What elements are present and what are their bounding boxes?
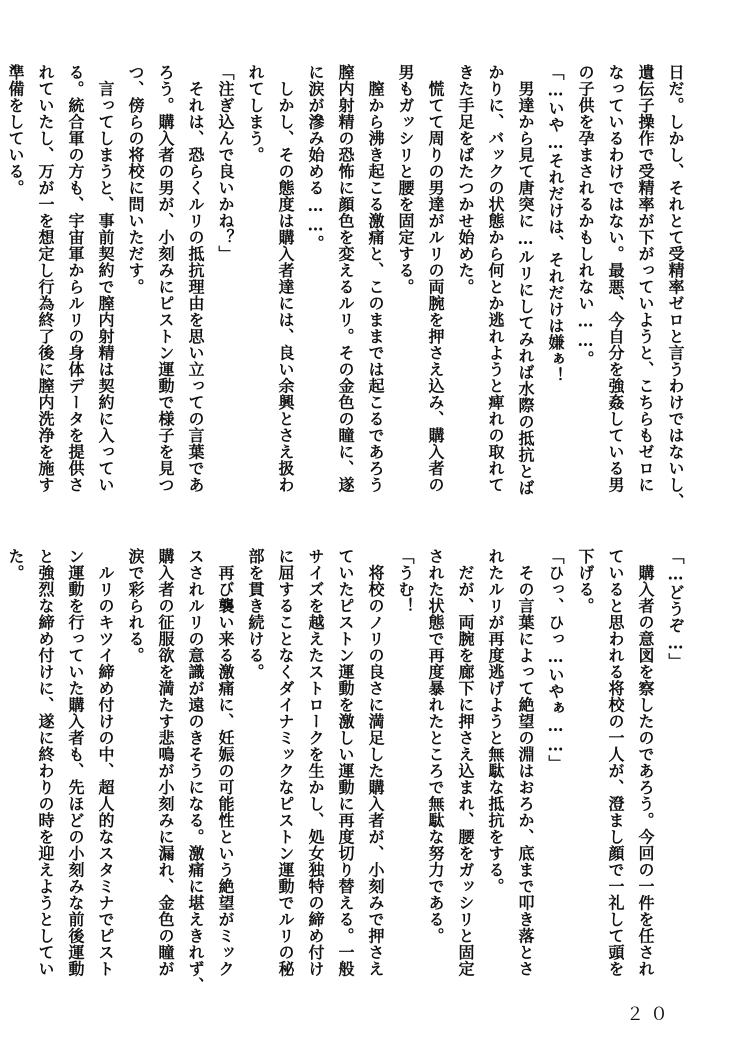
text-line: に涙が滲み始める……。 [306, 64, 325, 252]
text-line: の子供を孕まされるかもしれない……。 [576, 64, 595, 367]
text-line: る。統合軍の方も、宇宙軍からルリの身体データを提供さ [66, 64, 85, 493]
text-line: その言葉によって絶望の淵はおろか、底まで叩き落とさ [516, 548, 535, 977]
text-line: た。 [6, 548, 25, 581]
text-line: なっているわけではない。最悪、今自分を強姦している男 [606, 64, 625, 493]
text-line: だが、両腕を廊下に押さえ込まれ、腰をガッシリと固定 [456, 548, 475, 977]
text-line: 「…どうぞ…」 [666, 548, 685, 670]
text-line: 「…いや…それだけは、それだけは嫌ぁ！ [546, 64, 565, 384]
text-line: 涙で彩られる。 [126, 548, 145, 664]
text-line: 膣内射精の恐怖に顔色を変えるルリ。その金色の瞳に、遂 [336, 64, 355, 493]
page-number: ２０ [626, 1004, 674, 1025]
text-line: しかし、その態度は購入者達には、良い余興とさえ扱わ [276, 64, 295, 493]
text-line: ン運動を行っていた購入者も、先ほどの小刻みな前後運動 [66, 548, 85, 977]
text-line: 「注ぎ込んで良いかね？」 [216, 64, 235, 262]
text-line: と強烈な締め付けに、遂に終わりの時を迎えようとしてい [36, 548, 55, 977]
text-line: 男もガッシリと腰を固定する。 [396, 64, 415, 295]
text-line: 部を貫き続ける。 [246, 548, 265, 680]
text-line: ろう。購入者の男が、小刻みにピストン運動で様子を見つ [156, 64, 175, 493]
text-line: きた手足をばたつかせ始めた。 [456, 64, 475, 295]
text-line: 日だ。しかし、それとて受精率ゼロと言うわけではないし、 [666, 64, 685, 510]
text-line: 膣から沸き起こる激痛と、このままでは起こるであろう [366, 64, 385, 493]
text-line: 言ってしまうと、事前契約で膣内射精は契約に入ってい [96, 64, 115, 493]
text-line: された状態で再度暴れたところで無駄な努力である。 [426, 548, 445, 944]
top-text-block [6, 64, 690, 520]
text-line: ていると思われる将校の一人が、澄まし顔で一礼して頭を [606, 548, 625, 977]
text-line: 将校のノリの良さに満足した購入者が、小刻みで押さえ [366, 548, 385, 977]
text-line: 購入者の意図を察したのであろう。今回の一件を任され [636, 548, 655, 977]
text-line: かりに、バックの状態から何とか逃れようと痺れの取れて [486, 64, 505, 493]
text-line: 遺伝子操作で受精率が下がっていようと、こちらもゼロに [636, 64, 655, 493]
text-line: ルリのキツイ締め付けの中、超人的なスタミナでピスト [96, 548, 115, 977]
text-line: れていたし、万が一を想定し行為終了後に膣内洗浄を施す [36, 64, 55, 493]
text-line: れたルリが再度逃げようと無駄な抵抗をする。 [486, 548, 505, 895]
text-line: 「ひっ、ひっ…いやぁ……」 [546, 548, 565, 772]
text-line: サイズを越えたストロークを生かし、処女独特の締め付け [306, 548, 325, 977]
text-line: 「うむ！ [396, 548, 415, 614]
text-line: つ、傍らの将校に問いただす。 [126, 64, 145, 295]
text-line: それは、恐らくルリの抵抗理由を思い立っての言葉であ [186, 64, 205, 493]
text-line: 下げる。 [576, 548, 595, 614]
text-line: 慌てて周りの男達がルリの両腕を押さえ込み、購入者の [426, 64, 445, 493]
text-line: 再び襲い来る激痛に、妊娠の可能性という絶望がミック [216, 548, 235, 977]
bottom-text-block [6, 548, 690, 994]
text-line: 準備をしている。 [6, 64, 25, 196]
text-line: スされルリの意識が遠のきそうになる。激痛に堪えきれず、 [186, 548, 205, 994]
text-line: 男達から見て唐突に…ルリにしてみれば水際の抵抗とば [516, 64, 535, 496]
text-line: に屈することなくダイナミックなピストン運動でルリの秘 [276, 548, 295, 977]
text-line: ていたピストン運動を激しい運動に再度切り替える。一般 [336, 548, 355, 977]
text-line: 購入者の征服欲を満たす悲鳴が小刻みに漏れ、金色の瞳が [156, 548, 175, 977]
text-line: れてしまう。 [246, 64, 265, 163]
